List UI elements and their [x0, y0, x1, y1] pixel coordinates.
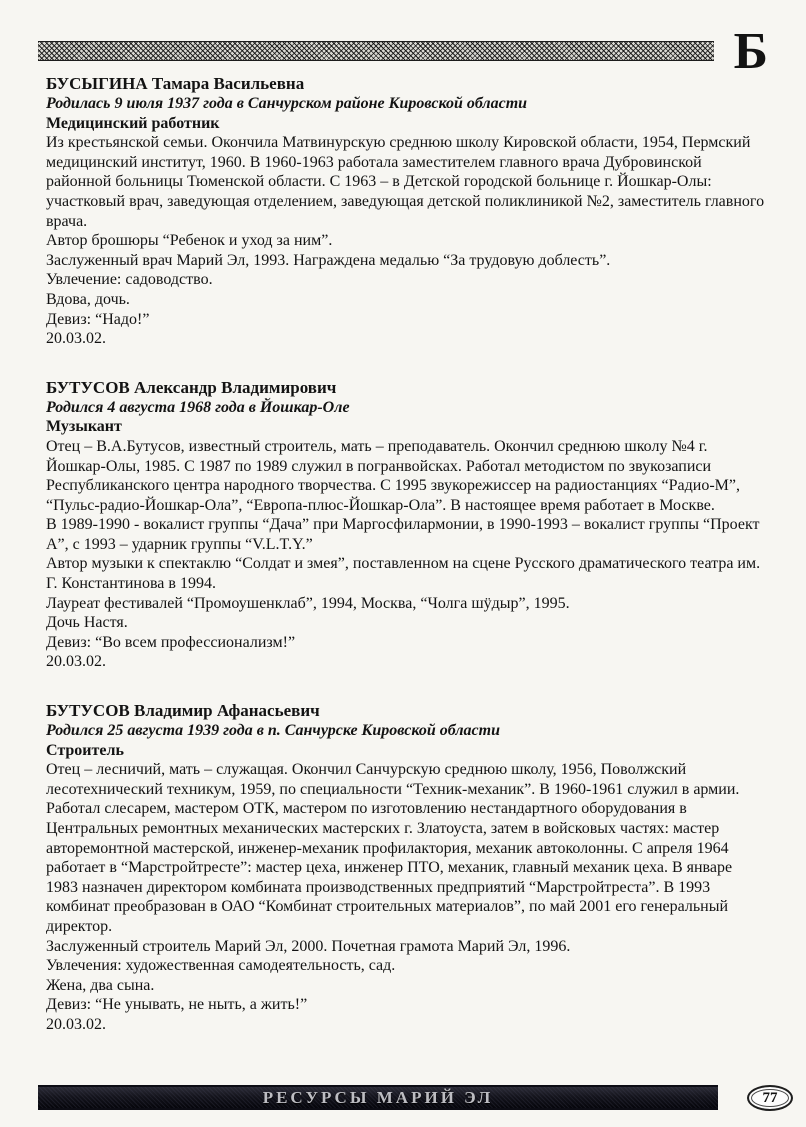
entry-paragraph: Девиз: “Надо!” [46, 310, 150, 328]
entry-paragraph: Автор брошюры “Ребенок и уход за ним”. [46, 232, 333, 250]
entry-date-line: 20.03.02. [46, 653, 106, 671]
entry-profession: Медицинский работник [46, 114, 220, 132]
entry-paragraph: Дочь Настя. [46, 614, 128, 632]
entry-paragraph: Девиз: “Не унывать, не ныть, а жить!” [46, 996, 308, 1014]
entry-paragraph: Увлечение: садоводство. [46, 271, 213, 289]
entry-paragraph: Отец – лесничий, мать – служащая. Окончил Санчурскую среднюю школу, 1956, Поволжский лесотехнический техникум, 1959, по специальности “Техник-механик”. В 1960-1961 служил в армии. Работал слесарем, мастером ОТК, мастером по изготовлению нестандартного оборудования в Центральных ремонтных механических мастерских г. Златоуста, затем в войсковых частях: мастер авторемонтной мастерской, инженер-механик профилактория, механик автоколонны. С апреля 1964 работает в “Марстройтресте”: мастер цеха, инженер ПТО, механик, главный механик цеха. В январе 1983 назначен директором комбината производственных предприятий “Марстройтреста”. В 1993 комбинат преобразован в ОАО “Комбинат строительных материалов”, по май 2001 его генеральный директор. [46, 761, 740, 935]
entry-paragraph: В 1989-1990 - вокалист группы “Дача” при Маргосфилармонии, в 1990-1993 – вокалист группы “Проект А”, с 1993 – ударник группы “V.L.T.Y.” [46, 516, 760, 553]
entry-paragraph: Автор музыки к спектаклю “Солдат и змея”, поставленном на сцене Русского драматического театра им. Г. Константинова в 1994. [46, 555, 761, 593]
entry-profession: Строитель [46, 741, 124, 759]
footer-title-bar [38, 1085, 718, 1110]
section-letter: Б [733, 23, 768, 80]
entry-butusov-vladimir [46, 701, 768, 1035]
entry-butusov-aleksandr [46, 378, 768, 672]
entry-date-line: 20.03.02. [46, 1015, 106, 1033]
entry-profession: Музыкант [46, 418, 122, 436]
entry-paragraph: Девиз: “Во всем профессионализм!” [46, 633, 296, 651]
entry-paragraph: Жена, два сына. [46, 976, 155, 994]
entry-name: БУСЫГИНА Тамара Васильевна [46, 74, 305, 93]
entry-paragraph: Лауреат фестивалей “Промоушенклаб”, 1994, Москва, “Чолга шӱдыр”, 1995. [46, 594, 570, 612]
footer-title: РЕСУРСЫ МАРИЙ ЭЛ [262, 1087, 494, 1107]
entry-birth-line: Родился 25 августа 1939 года в п. Санчурске Кировской области [46, 722, 500, 740]
entry-busygina [46, 74, 768, 349]
entry-paragraph: Заслуженный врач Марий Эл, 1993. Награждена медалью “За трудовую доблесть”. [46, 251, 611, 269]
entry-date-line: 20.03.02. [46, 330, 106, 348]
entry-name: БУТУСОВ Александр Владимирович [46, 377, 337, 397]
entry-birth-line: Родилась 9 июля 1937 года в Санчурском районе Кировской области [46, 95, 528, 112]
decorative-hatch-bar [38, 41, 714, 61]
entry-paragraph: Отец – В.А.Бутусов, известный строитель, мать – преподаватель. Окончил среднюю школу №4 г. Йошкар-Олы, 1985. С 1987 по 1989 служил в погранвойсках. Работал методистом по звукозаписи Республиканского центра народного творчества. С 1995 звукорежиссер на радиостанциях “Радио-М”, “Пульс-радио-Йошкар-Ола”, “Европа-плюс-Йошкар-Ола”. В настоящее время работает в Москве. [46, 437, 741, 514]
entry-name: БУТУСОВ Владимир Афанасьевич [46, 701, 320, 721]
entry-birth-line: Родился 4 августа 1968 года в Йошкар-Оле [46, 398, 350, 416]
page-number-text: 77 [762, 1089, 778, 1106]
entry-paragraph: Из крестьянской семьи. Окончила Матвинурскую среднюю школу Кировской области, 1954, Пермский медицинский институт, 1960. В 1960-1963 работала заместителем главного врача Дубровинской районной больницы Тюменской области. С 1963 – в Детской городской больнице г. Йошкар-Олы: участковый врач, заведующая отделением, заведующая детской поликлиникой №2, заместитель главного врача. [46, 134, 765, 230]
entries-list [46, 74, 768, 1035]
entry-paragraph: Вдова, дочь. [46, 290, 130, 308]
entry-paragraph: Увлечения: художественная самодеятельность, сад. [46, 957, 396, 975]
entry-paragraph: Заслуженный строитель Марий Эл, 2000. Почетная грамота Марий Эл, 1996. [46, 937, 571, 955]
page-number-badge [747, 1085, 793, 1111]
